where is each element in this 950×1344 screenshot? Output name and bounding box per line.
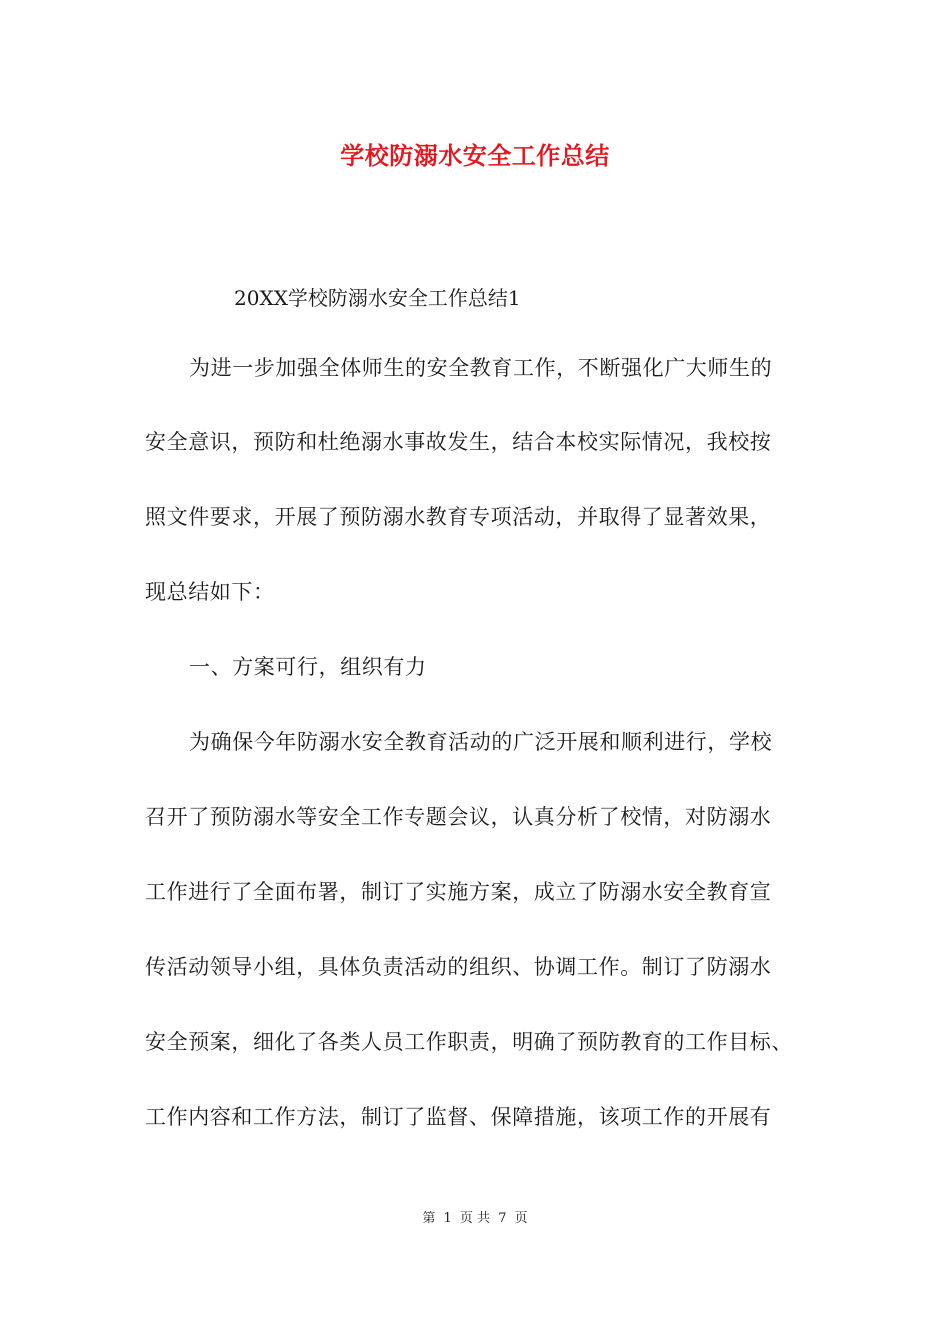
footer-suffix: 页: [514, 1211, 528, 1226]
paragraph-line: 安全意识，预防和杜绝溺水事故发生，结合本校实际情况，我校按: [145, 430, 772, 454]
paragraph-line: 工作内容和工作方法，制订了监督、保障措施，该项工作的开展有: [145, 1105, 772, 1129]
paragraph-line: 传活动领导小组，具体负责活动的组织、协调工作。制订了防溺水: [145, 955, 772, 979]
paragraph-line: 召开了预防溺水等安全工作专题会议，认真分析了校情，对防溺水: [145, 805, 772, 829]
footer-middle: 页 共: [459, 1211, 491, 1226]
section-heading: 20XX学校防溺水安全工作总结1: [234, 286, 521, 310]
footer-total-pages: 7: [498, 1211, 507, 1226]
document-title: 学校防溺水安全工作总结: [340, 141, 610, 170]
page-footer: [0, 1207, 950, 1226]
paragraph-line: 为进一步加强全体师生的安全教育工作，不断强化广大师生的: [189, 356, 773, 380]
section-subheading: 一、方案可行，组织有力: [189, 655, 427, 679]
footer-current-page: 1: [443, 1211, 452, 1226]
paragraph-line: 为确保今年防溺水安全教育活动的广泛开展和顺利进行，学校: [189, 730, 773, 754]
footer-prefix: 第: [422, 1211, 436, 1226]
paragraph-line: 安全预案，细化了各类人员工作职责，明确了预防教育的工作目标、: [145, 1030, 793, 1054]
paragraph-line: 工作进行了全面布署，制订了实施方案，成立了防溺水安全教育宣: [145, 880, 772, 904]
paragraph-line: 现总结如下：: [145, 580, 275, 604]
paragraph-line: 照文件要求，开展了预防溺水教育专项活动，并取得了显著效果，: [145, 505, 772, 529]
